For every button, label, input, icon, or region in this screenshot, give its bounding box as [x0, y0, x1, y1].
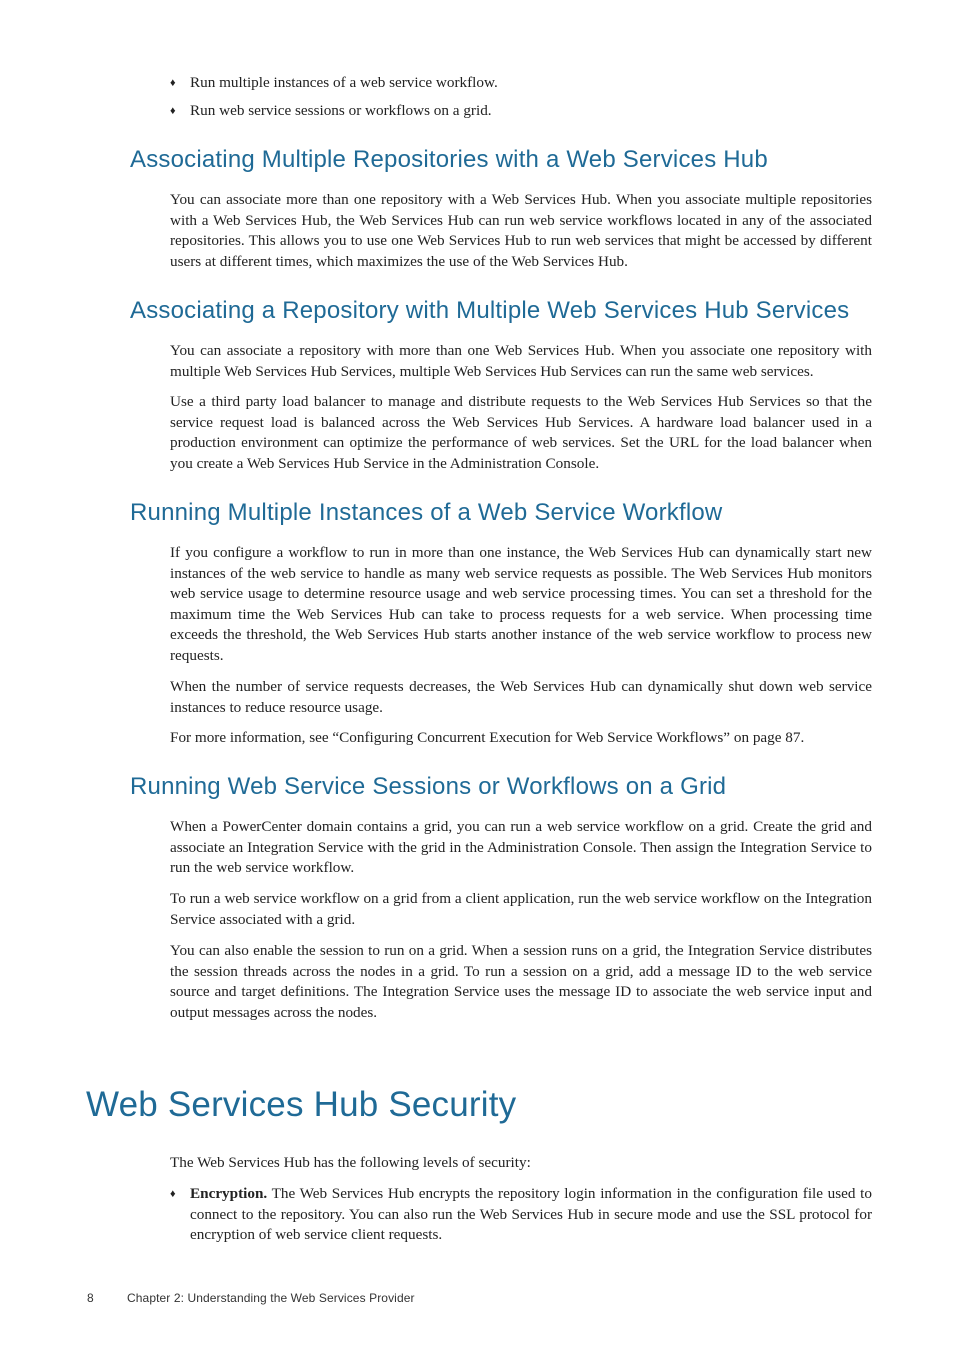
bullet-term: Encryption. [190, 1185, 268, 1202]
section-heading-grid: Running Web Service Sessions or Workflows on a Grid [130, 773, 727, 800]
bullet-item [170, 73, 872, 94]
chapter-heading-security: Web Services Hub Security [86, 1085, 517, 1124]
section4-paragraph-3: You can also enable the session to run on a grid. When a session runs on a grid, the Integration Service distributes the session threads across the nodes in a grid. To run a session on a grid, add a message ID to the web service source and target definitions. The Integration Service uses the message ID to associate the web service input and output messages across the nodes. [170, 942, 872, 1021]
diamond-bullet-icon: ♦ [170, 1188, 176, 1200]
section4-paragraph-2: To run a web service workflow on a grid from a client application, run the web service workflow on the Integration Service associated with a grid. [170, 890, 872, 928]
section3-paragraph-1: If you configure a workflow to run in more than one instance, the Web Services Hub can dynamically start new instances of the web service to handle as many web service requests as possible. The Web Services Hub monitors web service usage to determine resource usage and web service processing times. You can set a threshold for the maximum time the Web Services Hub can take to process requests for a web service. When processing time exceeds the threshold, the Web Services Hub starts another instance of the web service workflow to process new requests. [170, 544, 872, 664]
bullet-item [170, 101, 872, 122]
security-intro: The Web Services Hub has the following levels of security: [170, 1154, 531, 1171]
diamond-bullet-icon: ♦ [170, 104, 176, 117]
bullet-text: Run multiple instances of a web service workflow. [190, 74, 498, 91]
section2-paragraph-1: You can associate a repository with more than one Web Services Hub. When you associate one repository with multiple Web Services Hub Services, multiple Web Services Hub Services can run the same web services. [170, 342, 872, 380]
section3-cross-reference: For more information, see “Configuring Concurrent Execution for Web Service Workflows” on page 87. [170, 729, 805, 746]
security-bullet-list [170, 1184, 872, 1253]
section4-paragraph-1: When a PowerCenter domain contains a grid, you can run a web service workflow on a grid. Create the grid and associate an Integration Service with the grid in the Administration Console. Then assign the Integration Service to run the web service workflow. [170, 818, 872, 876]
diamond-bullet-icon: ♦ [170, 77, 176, 89]
bullet-text: The Web Services Hub encrypts the repository login information in the configuration file used to connect to the repository. You can also run the Web Services Hub in secure mode and use the SSL protocol for encryption of web service client requests. [190, 1185, 872, 1243]
section1-paragraph-1: You can associate more than one repository with a Web Services Hub. When you associate multiple repositories with a Web Services Hub, the Web Services Hub can run web service workflows located in any of the associated repositories. This allows you to use one Web Services Hub to run web services that might be accessed by different users at different times, which maximizes the use of the Web Services Hub. [170, 191, 872, 270]
section-heading-multiple-instances: Running Multiple Instances of a Web Service Workflow [130, 499, 723, 526]
bullet-item [170, 1184, 872, 1246]
section2-paragraph-2: Use a third party load balancer to manage and distribute requests to the Web Services Hub Services so that the service request load is balanced across the Web Services Hub Services. A hardware load balancer used in a production environment can optimize the performance of web services. Set the URL for the load balancer when you create a Web Services Hub Service in the Administration Console. [170, 393, 872, 472]
page-number: 8 [87, 1291, 94, 1305]
feature-bullet-list [170, 73, 872, 128]
section3-paragraph-2: When the number of service requests decreases, the Web Services Hub can dynamically shut down web service instances to reduce resource usage. [170, 678, 872, 716]
section-heading-multiple-hub-services: Associating a Repository with Multiple Web Services Hub Services [130, 297, 850, 324]
chapter-footer: Chapter 2: Understanding the Web Services Provider [127, 1291, 415, 1305]
bullet-text: Run web service sessions or workflows on a grid. [190, 101, 492, 119]
section-heading-multiple-repositories: Associating Multiple Repositories with a Web Services Hub [130, 146, 768, 173]
